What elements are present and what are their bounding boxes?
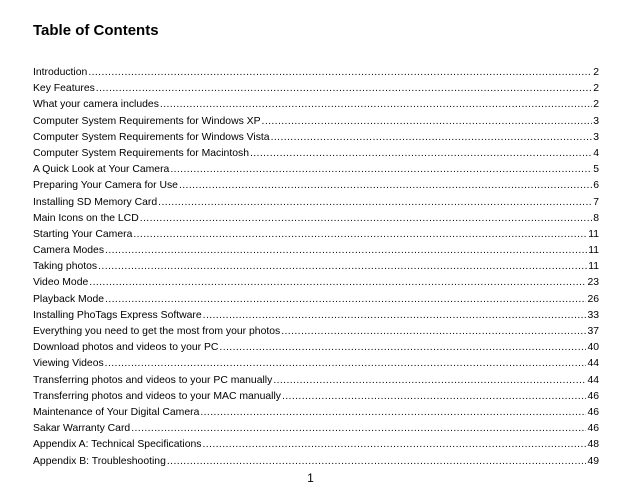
dot-leader <box>105 243 587 259</box>
toc-entry-label: Main Icons on the LCD <box>33 212 139 224</box>
toc-entry-page: 6 <box>593 180 599 192</box>
toc-entry-page: 2 <box>593 67 599 78</box>
page-number: 1 <box>307 471 314 485</box>
toc-entry-page: 11 <box>588 261 599 273</box>
toc-entry-label: Computer System Requirements for Windows XP <box>33 115 261 127</box>
dot-leader <box>133 227 587 243</box>
toc-entry[interactable] <box>33 243 599 259</box>
toc-entry-label: Everything you need to get the most from your photos <box>33 326 281 337</box>
toc-entry-page: 2 <box>593 99 599 111</box>
toc-entry-page: 11 <box>588 228 599 240</box>
toc-entry-label: Computer System Requirements for Windows Vista <box>33 131 270 143</box>
toc-entry-page: 11 <box>588 245 599 257</box>
dot-leader <box>282 389 586 405</box>
toc-entry-label: Transferring photos and videos to your PC manually <box>33 374 273 386</box>
toc-entry-page: 3 <box>593 131 599 143</box>
toc-entry-page: 48 <box>587 439 599 451</box>
toc-entry[interactable] <box>33 130 599 146</box>
toc-entry-page: 37 <box>587 326 599 337</box>
toc-entry-page: 3 <box>593 115 599 127</box>
dot-leader <box>131 421 586 437</box>
toc-entry-page: 26 <box>587 293 599 305</box>
dot-leader <box>271 130 593 146</box>
toc-entry-page: 44 <box>587 358 599 370</box>
toc-entry-page: 44 <box>587 374 599 386</box>
toc-entry-page: 5 <box>593 164 599 176</box>
dot-leader <box>200 405 586 421</box>
toc-entry-page: 23 <box>587 277 599 289</box>
toc-entry-page: 4 <box>593 147 599 159</box>
dot-leader <box>273 373 586 389</box>
toc-entry[interactable] <box>33 389 599 405</box>
toc-entry[interactable] <box>33 292 599 308</box>
toc-entry-label: Maintenance of Your Digital Camera <box>33 406 200 418</box>
toc-entry-page: 46 <box>587 406 599 418</box>
toc-entry[interactable] <box>33 227 599 243</box>
toc-entry[interactable] <box>33 81 599 97</box>
toc-entry-page: 46 <box>587 390 599 402</box>
dot-leader <box>167 454 587 470</box>
toc-entry-label: Sakar Warranty Card <box>33 423 131 435</box>
dot-leader <box>98 259 587 275</box>
toc-entry[interactable] <box>33 405 599 421</box>
toc-entry[interactable] <box>33 97 599 113</box>
dot-leader <box>105 292 586 308</box>
toc-entry-label: Camera Modes <box>33 245 105 257</box>
dot-leader <box>170 162 592 178</box>
toc-list <box>33 65 599 470</box>
dot-leader <box>140 211 593 227</box>
toc-entry-label: Computer System Requirements for Macintosh <box>33 147 249 159</box>
dot-leader <box>160 97 592 113</box>
toc-entry[interactable] <box>33 178 599 194</box>
toc-entry-label: What your camera includes <box>33 99 159 111</box>
dot-leader <box>202 437 586 453</box>
dot-leader <box>179 178 592 194</box>
dot-leader <box>158 195 592 211</box>
toc-entry-label: Installing PhoTags Express Software <box>33 309 202 321</box>
toc-entry-page: 40 <box>587 342 599 354</box>
toc-entry[interactable] <box>33 162 599 178</box>
toc-entry-label: Taking photos <box>33 261 98 273</box>
toc-entry-label: Appendix A: Technical Specifications <box>33 439 202 451</box>
dot-leader <box>219 340 586 356</box>
toc-entry-label: Playback Mode <box>33 293 105 305</box>
toc-entry-label: A Quick Look at Your Camera <box>33 164 170 176</box>
toc-entry-label: Introduction <box>33 67 88 78</box>
dot-leader <box>281 324 586 340</box>
toc-entry-page: 7 <box>593 196 599 208</box>
toc-entry[interactable] <box>33 114 599 130</box>
toc-entry[interactable] <box>33 275 599 291</box>
dot-leader <box>105 356 587 372</box>
toc-entry[interactable] <box>33 308 599 324</box>
toc-entry-label: Video Mode <box>33 277 89 289</box>
toc-entry-label: Download photos and videos to your PC <box>33 342 219 354</box>
toc-entry-label: Transferring photos and videos to your MAC manually <box>33 390 281 402</box>
page-title: Table of Contents <box>33 22 159 39</box>
dot-leader <box>203 308 587 324</box>
toc-entry-label: Starting Your Camera <box>33 228 133 240</box>
toc-entry[interactable] <box>33 259 599 275</box>
toc-entry-label: Installing SD Memory Card <box>33 196 158 208</box>
toc-entry-label: Viewing Videos <box>33 358 104 370</box>
dot-leader <box>96 81 592 97</box>
toc-entry-page: 8 <box>593 212 599 224</box>
toc-entry[interactable] <box>33 437 599 453</box>
toc-entry-page: 33 <box>587 309 599 321</box>
toc-entry-label: Appendix B: Troubleshooting <box>33 455 166 467</box>
toc-entry[interactable] <box>33 146 599 162</box>
toc-entry[interactable] <box>33 356 599 372</box>
toc-entry-page: 46 <box>587 423 599 435</box>
dot-leader <box>262 114 593 130</box>
toc-entry-label: Key Features <box>33 83 95 95</box>
toc-entry-page: 49 <box>587 455 599 467</box>
toc-entry[interactable] <box>33 195 599 211</box>
dot-leader <box>250 146 592 162</box>
toc-entry-page: 2 <box>593 83 599 95</box>
toc-entry[interactable] <box>33 340 599 356</box>
toc-entry[interactable] <box>33 211 599 227</box>
toc-entry[interactable] <box>33 421 599 437</box>
toc-entry[interactable] <box>33 65 599 81</box>
toc-entry[interactable] <box>33 373 599 389</box>
toc-entry-label: Preparing Your Camera for Use <box>33 180 178 192</box>
dot-leader <box>89 275 586 291</box>
dot-leader <box>88 65 592 81</box>
toc-entry[interactable] <box>33 324 599 340</box>
toc-entry[interactable] <box>33 454 599 470</box>
